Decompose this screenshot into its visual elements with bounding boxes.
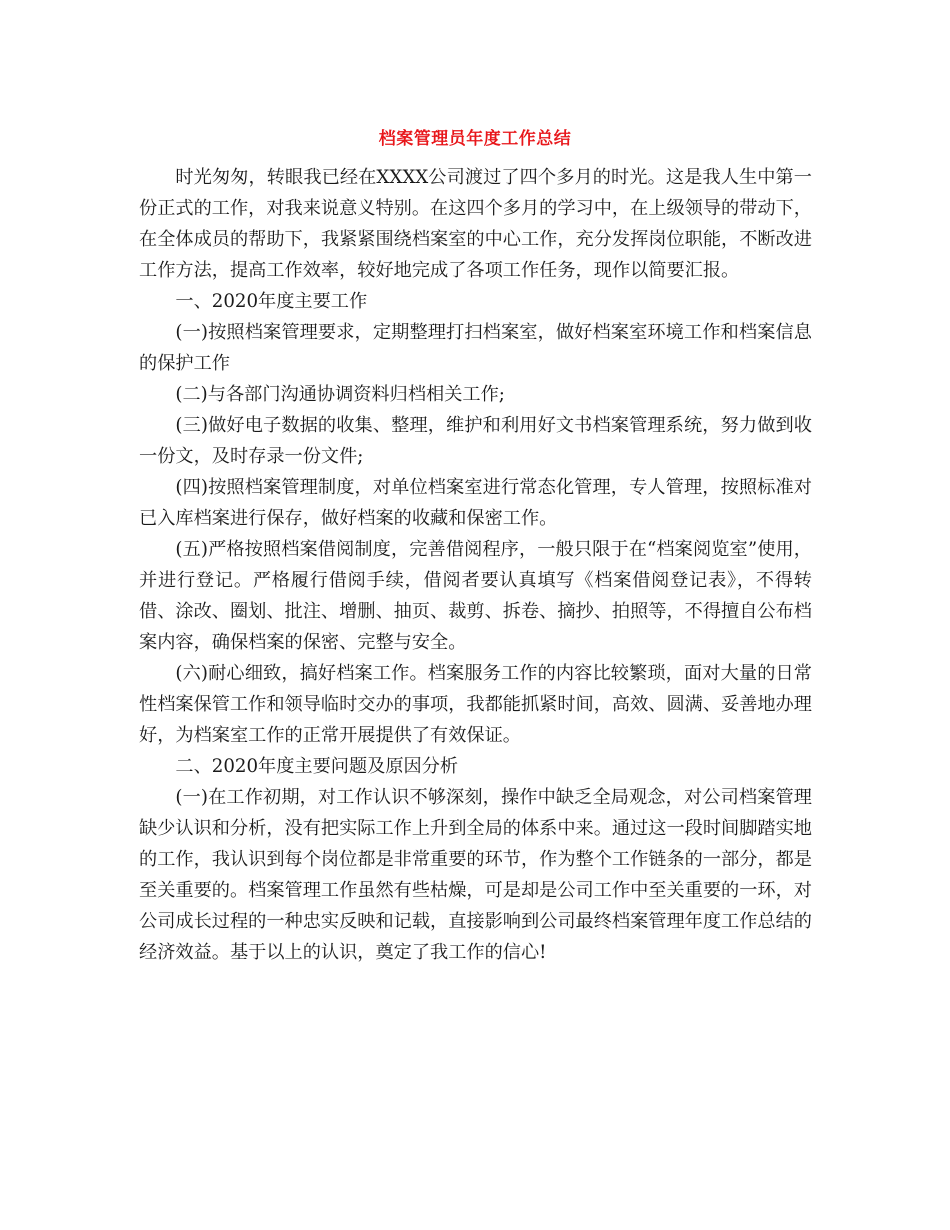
paragraph-item-4: (四)按照档案管理制度，对单位档案室进行常态化管理，专人管理，按照标准对已入库档案进行保存，做好档案的收藏和保密工作。 [139, 477, 812, 529]
section-heading-problems: 二、2020年度主要问题及原因分析 [175, 756, 459, 777]
paragraph-item-1: (一)按照档案管理要求，定期整理打扫档案室，做好档案室环境工作和档案信息的保护工作 [139, 322, 812, 374]
paragraph-item-6: (六)耐心细致，搞好档案工作。档案服务工作的内容比较繁琐，面对大量的日常性档案保管工作和领导临时交办的事项，我都能抓紧时间，高效、圆满、妥善地办理好，为档案室工作的正常开展提供了有效保证。 [139, 663, 812, 746]
paragraph-item-2: (二)与各部门沟通协调资料归档相关工作; [175, 384, 505, 405]
document-title: 档案管理员年度工作总结 [378, 129, 572, 149]
paragraph-intro: 时光匆匆，转眼我已经在XXXX公司渡过了四个多月的时光。这是我人生中第一份正式的工作，对我来说意义特别。在这四个多月的学习中，在上级领导的带动下，在全体成员的帮助下，我紧紧围绕档案室的中心工作，充分发挥岗位职能，不断改进工作方法，提高工作效率，较好地完成了各项工作任务，现作以简要汇报。 [139, 167, 812, 281]
paragraph-item-5: (五)严格按照档案借阅制度，完善借阅程序，一般只限于在“档案阅览室”使用，并进行登记。严格履行借阅手续，借阅者要认真填写《档案借阅登记表》，不得转借、涂改、圈划、批注、增删、抽页、裁剪、拆卷、摘抄、拍照等，不得擅自公布档案内容，确保档案的保密、完整与安全。 [139, 539, 812, 653]
section-heading-main-work: 一、2020年度主要工作 [175, 291, 368, 312]
document-body [139, 157, 812, 968]
paragraph-problem-1: (一)在工作初期，对工作认识不够深刻，操作中缺乏全局观念，对公司档案管理缺少认识和分析，没有把实际工作上升到全局的体系中来。通过这一段时间脚踏实地的工作，我认识到每个岗位都是非常重要的环节，作为整个工作链条的一部分，都是至关重要的。档案管理工作虽然有些枯燥，可是却是公司工作中至关重要的一环，对公司成长过程的一种忠实反映和记载，直接影响到公司最终档案管理年度工作总结的经济效益。基于以上的认识，奠定了我工作的信心! [139, 787, 812, 963]
paragraph-item-3: (三)做好电子数据的收集、整理，维护和利用好文书档案管理系统，努力做到收一份文，及时存录一份文件; [139, 415, 812, 467]
